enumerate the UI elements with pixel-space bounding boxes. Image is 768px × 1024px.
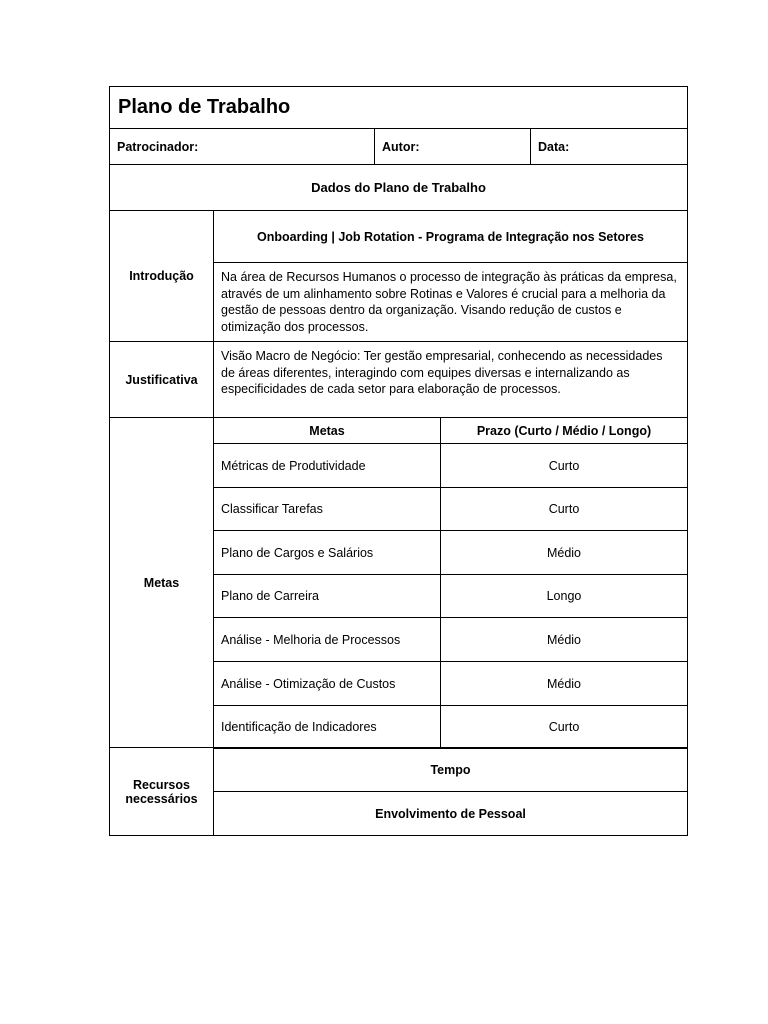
data-label: Data: — [530, 128, 688, 165]
meta-prazo-cell: Médio — [440, 530, 688, 575]
meta-name-cell: Análise - Melhoria de Processos — [213, 617, 441, 662]
recursos-label-line2: necessários — [125, 791, 198, 806]
introducao-label: Introdução — [109, 210, 214, 342]
meta-prazo-cell: Médio — [440, 661, 688, 706]
recurso-item: Tempo — [213, 747, 688, 792]
meta-name-cell: Identificação de Indicadores — [213, 705, 441, 749]
meta-prazo-cell: Curto — [440, 705, 688, 749]
justificativa-label: Justificativa — [109, 341, 214, 418]
metas-label: Metas — [109, 417, 214, 748]
meta-prazo-cell: Médio — [440, 617, 688, 662]
meta-prazo-cell: Curto — [440, 487, 688, 531]
meta-name-cell: Classificar Tarefas — [213, 487, 441, 531]
introducao-text: Na área de Recursos Humanos o processo de integração às práticas da empresa, através de um alinhamento sobre Rotinas e Valores é crucial para a melhoria da gestão de pessoas dentro da organização. Visando redução de custos e otimização dos processos. — [213, 262, 688, 342]
meta-name-cell: Plano de Cargos e Salários — [213, 530, 441, 575]
recurso-item: Envolvimento de Pessoal — [213, 791, 688, 836]
patrocinador-label: Patrocinador: — [109, 128, 375, 165]
justificativa-text: Visão Macro de Negócio: Ter gestão empresarial, conhecendo as necessidades de áreas diferentes, interagindo com equipes diversas e internalizando as especificidades de cada setor para elaboração de processos. — [213, 341, 688, 418]
prazo-column-header: Prazo (Curto / Médio / Longo) — [440, 417, 688, 444]
introducao-subtitle: Onboarding | Job Rotation - Programa de Integração nos Setores — [213, 210, 688, 263]
meta-name-cell: Plano de Carreira — [213, 574, 441, 618]
section-title: Dados do Plano de Trabalho — [109, 164, 688, 211]
autor-label: Autor: — [374, 128, 531, 165]
metas-column-header: Metas — [213, 417, 441, 444]
work-plan-document — [109, 86, 688, 836]
meta-prazo-cell: Curto — [440, 443, 688, 488]
meta-name-cell: Análise - Otimização de Custos — [213, 661, 441, 706]
meta-prazo-cell: Longo — [440, 574, 688, 618]
page-title: Plano de Trabalho — [109, 86, 688, 129]
meta-name-cell: Métricas de Produtividade — [213, 443, 441, 488]
recursos-label-line1: Recursos — [133, 777, 190, 792]
recursos-label — [109, 747, 214, 836]
